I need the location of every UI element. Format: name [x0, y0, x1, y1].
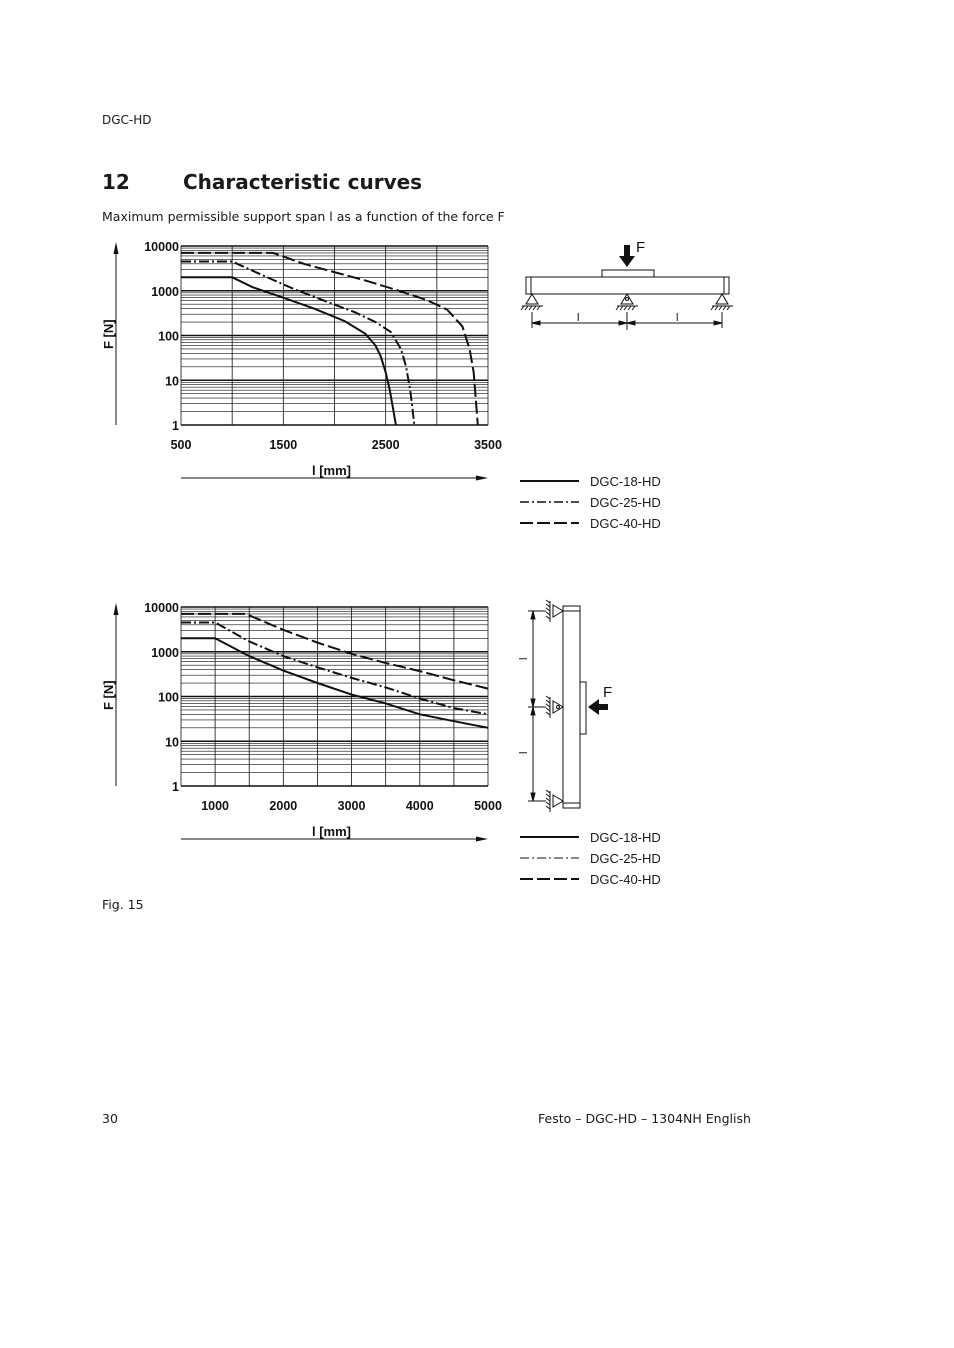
chart-2 [101, 601, 502, 842]
force-arrow-left-icon [588, 699, 608, 715]
series-dgc-18-hd [181, 277, 396, 425]
legend-1-label-dgc18: DGC-18-HD [590, 474, 661, 489]
diagram-horizontal-mounting [521, 270, 733, 330]
legend-2-label-dgc40: DGC-40-HD [590, 872, 661, 887]
chart-1-legend [520, 474, 661, 531]
chart-1-ylabel: F [N] [101, 319, 116, 349]
chart-1-y-arrow-head [114, 242, 119, 254]
chart-2-legend [520, 830, 661, 887]
span-dimension-lines [532, 312, 722, 330]
y-tick-label: 1000 [151, 645, 179, 660]
legend-2-label-dgc18: DGC-18-HD [590, 830, 661, 845]
force-arrow-down-icon [619, 245, 635, 267]
y-tick-label: 10 [165, 735, 179, 750]
chart-2-ticks [144, 601, 502, 813]
vertical-support-top [546, 600, 563, 622]
series-dgc-25-hd [181, 262, 414, 426]
section-intro: Maximum permissible support span l as a function of the force F [102, 209, 505, 224]
x-tick-label: 3000 [337, 799, 366, 813]
chart-2-y-arrow-head [114, 603, 119, 615]
diagram-2-force-label: F [603, 684, 613, 701]
vertical-slide-block [580, 682, 586, 734]
y-tick-label: 10 [165, 374, 179, 389]
section-title: Characteristic curves [183, 170, 423, 194]
series-dgc-40-hd [181, 253, 478, 425]
chart-2-xlabel: l [mm] [312, 824, 351, 839]
figure-caption: Fig. 15 [102, 897, 144, 912]
y-tick-label: 100 [158, 329, 179, 344]
diagram-2-span-label-top: l [518, 657, 530, 660]
page-number: 30 [102, 1111, 118, 1126]
y-tick-label: 10000 [144, 601, 179, 615]
document-code: DGC-HD [102, 113, 152, 127]
section-number: 12 [102, 170, 130, 194]
series-dgc-25-hd [181, 623, 488, 715]
vertical-beam-body [563, 606, 580, 808]
diagram-1-span-label-left: l [577, 312, 580, 324]
x-tick-label: 500 [170, 438, 192, 452]
beam-body [526, 277, 729, 294]
vertical-span-dimension-lines [528, 611, 546, 801]
y-tick-label: 1000 [151, 284, 179, 299]
diagram-2-span-label-bottom: l [518, 751, 530, 754]
chart-2-ylabel: F [N] [101, 680, 116, 710]
vertical-support-bottom [546, 790, 563, 812]
support-right [711, 294, 733, 310]
chart-1 [101, 240, 502, 481]
legend-1-label-dgc25: DGC-25-HD [590, 495, 661, 510]
diagram-vertical-mounting [528, 600, 586, 812]
chart-1-xlabel: l [mm] [312, 463, 351, 478]
diagram-1-force-label: F [636, 239, 646, 256]
y-tick-label: 100 [158, 690, 179, 705]
x-tick-label: 5000 [474, 799, 502, 813]
chart-2-x-arrow-head [476, 837, 488, 842]
support-left [521, 294, 543, 310]
y-tick-label: 1 [172, 780, 179, 794]
footer-doc-info: Festo – DGC-HD – 1304NH English [538, 1111, 751, 1126]
slide-block [602, 270, 654, 277]
x-tick-label: 3500 [474, 438, 502, 452]
diagram-1-span-label-right: l [676, 312, 679, 324]
chart-1-series [181, 253, 478, 425]
y-tick-label: 1 [172, 419, 179, 433]
legend-2-label-dgc25: DGC-25-HD [590, 851, 661, 866]
x-tick-label: 1000 [201, 799, 230, 813]
x-tick-label: 2000 [269, 799, 298, 813]
x-tick-label: 1500 [269, 438, 298, 452]
chart-1-x-arrow-head [476, 476, 488, 481]
x-tick-label: 2500 [371, 438, 400, 452]
y-tick-label: 10000 [144, 240, 179, 254]
chart-2-grid [181, 607, 488, 786]
x-tick-label: 4000 [405, 799, 434, 813]
support-middle [616, 294, 638, 310]
chart-1-ticks [144, 240, 502, 452]
legend-1-label-dgc40: DGC-40-HD [590, 516, 661, 531]
vertical-support-middle [546, 696, 563, 718]
chart-2-series [181, 614, 488, 728]
